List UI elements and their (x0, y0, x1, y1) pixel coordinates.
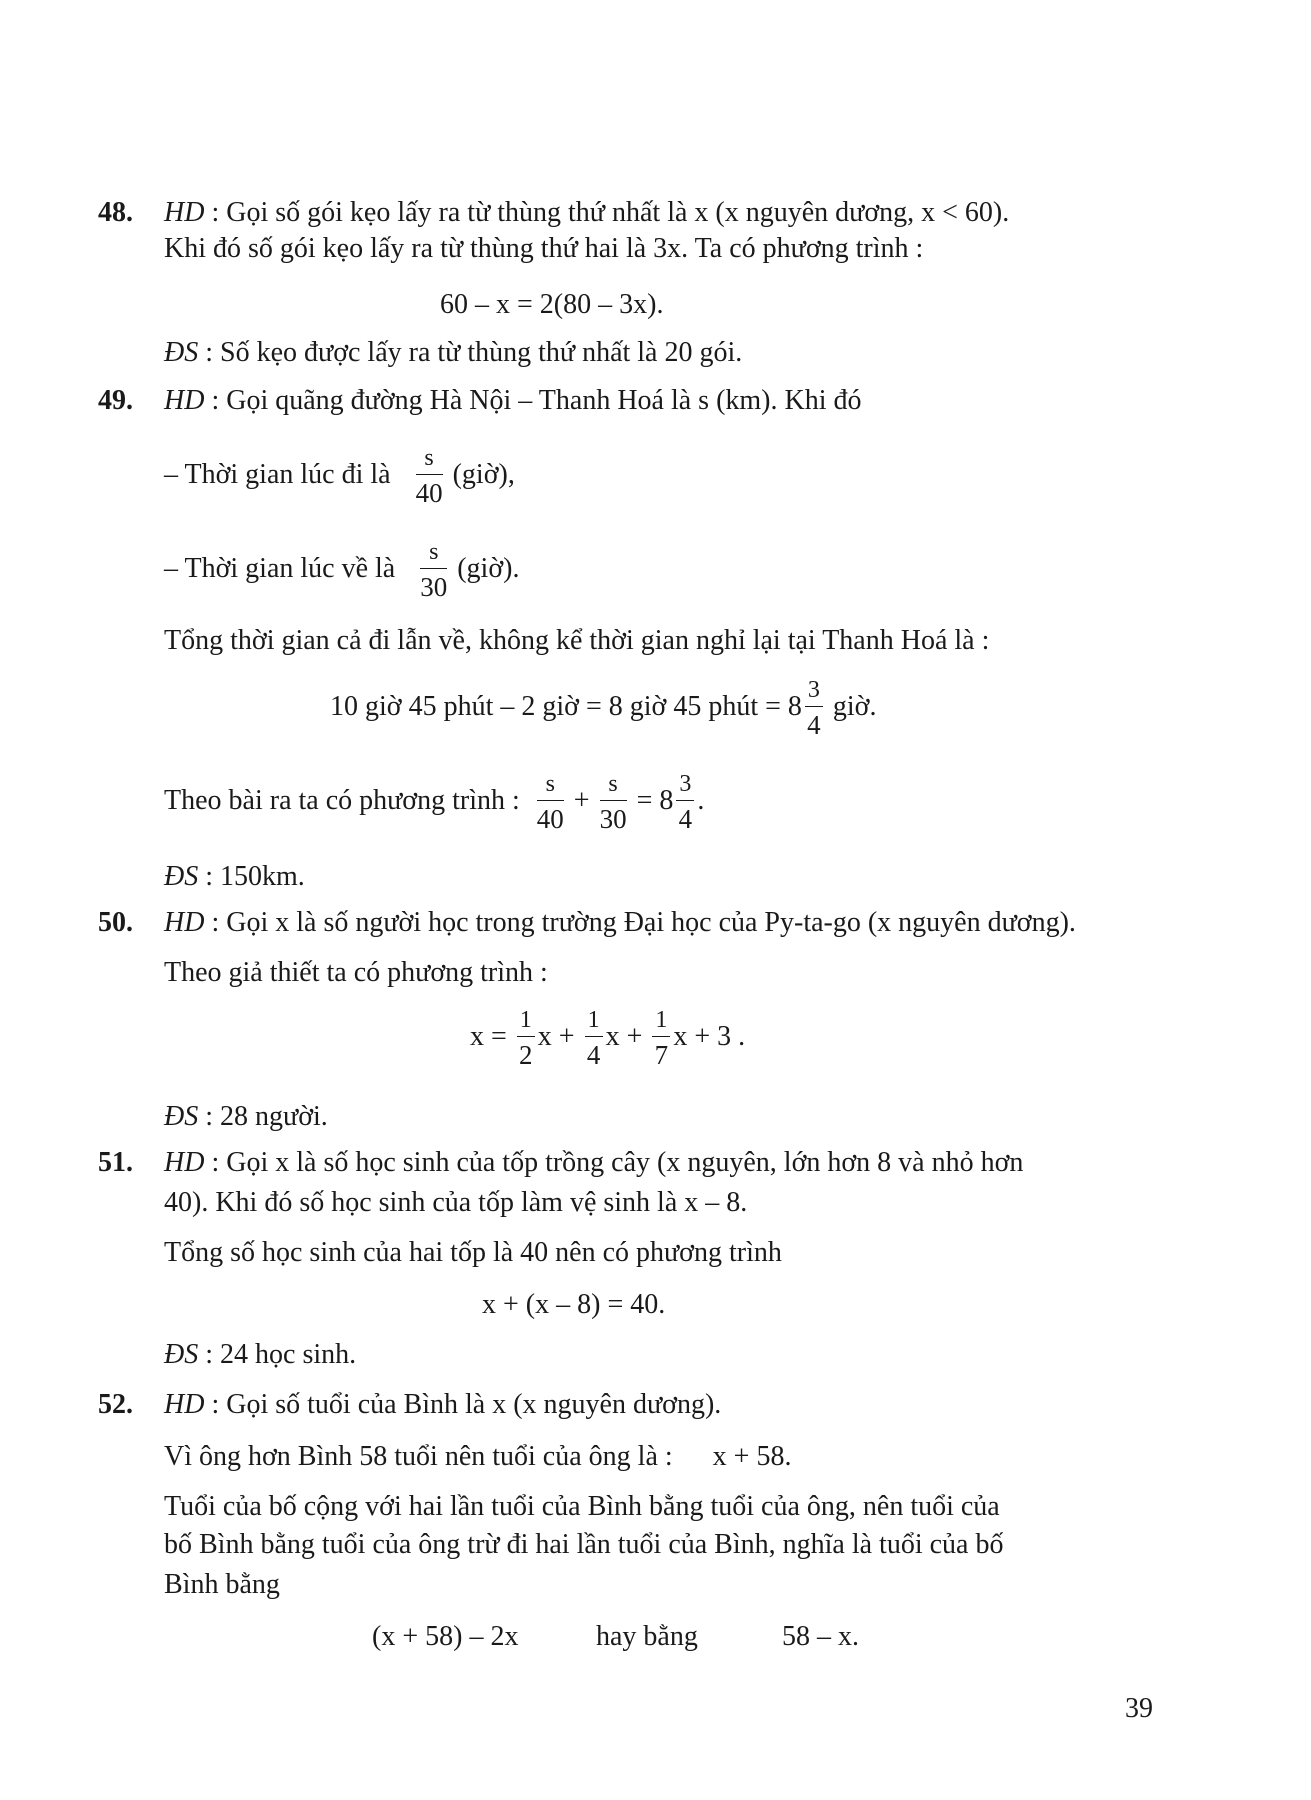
problem-49-time-equation (330, 678, 877, 739)
eq-f3-numerator: 3 (676, 772, 694, 801)
problem-48-equation: 60 – x = 2(80 – 3x). (440, 289, 664, 320)
problem-51-answer (164, 1338, 356, 1372)
go-frac-numerator: s (416, 446, 443, 475)
eq-fraction-3 (676, 772, 694, 833)
problem-49-total-line: Tổng thời gian cả đi lẫn về, không kể thời gian nghỉ lại tại Thanh Hoá là : (164, 625, 990, 656)
hd-label: HD (164, 1147, 205, 1178)
problem-51-equation: x + (x – 8) = 40. (482, 1289, 666, 1320)
ds-label: ĐS (164, 861, 199, 892)
problem-52-eq-right: 58 – x. (782, 1621, 859, 1652)
problem-51-text-1: : Gọi x là số học sinh của tốp trồng cây (x nguyên, lớn hơn 8 và nhỏ hơn (204, 1147, 1024, 1178)
eq50-fraction-3 (652, 1008, 670, 1069)
problem-48-answer (164, 336, 742, 370)
time-frac-numerator: 3 (805, 678, 823, 707)
eq-end: . (697, 784, 705, 816)
problem-52-line-2 (164, 1440, 791, 1474)
problem-49-number: 49. (98, 385, 133, 416)
eq50-term-1: x + (537, 1020, 575, 1052)
eq-fraction-2 (600, 772, 627, 833)
eq-f3-denominator: 4 (678, 804, 693, 834)
problem-50-equation (470, 1008, 745, 1069)
problem-49-text-1: : Gọi quãng đường Hà Nội – Thanh Hoá là s (km). Khi đó (204, 385, 862, 416)
go-frac-denominator: 40 (415, 478, 443, 508)
equation-label: Theo bài ra ta có phương trình : (164, 784, 520, 816)
ds-label: ĐS (164, 1339, 199, 1370)
problem-52-line-3: Tuổi của bố cộng với hai lần tuổi của Bình bằng tuổi của ông, nên tuổi của (164, 1491, 1000, 1522)
eq-fraction-1 (537, 772, 564, 833)
eq-f2-denominator: 30 (599, 804, 627, 834)
eq50-term-2: x + (605, 1020, 643, 1052)
problem-52-line-1 (164, 1388, 721, 1422)
time-equation-text: 10 giờ 45 phút – 2 giờ = 8 giờ 45 phút = 8 (330, 690, 802, 722)
problem-48-line-2: Khi đó số gói kẹo lấy ra từ thùng thứ hai là 3x. Ta có phương trình : (164, 233, 924, 264)
problem-51-number: 51. (98, 1147, 133, 1178)
eq50-f2-denominator: 4 (586, 1040, 601, 1070)
grandfather-age-expr: x + 58. (712, 1441, 792, 1472)
ds-label: ĐS (164, 1101, 199, 1132)
problem-48-answer-text: : Số kẹo được lấy ra từ thùng thứ nhất là 20 gói. (198, 337, 743, 368)
problem-52-text-2: Vì ông hơn Bình 58 tuổi nên tuổi của ông là : (164, 1441, 673, 1472)
problem-51-line-1 (164, 1146, 1023, 1180)
eq50-start: x = (470, 1020, 507, 1052)
problem-52-line-5: Bình bằng (164, 1569, 280, 1600)
problem-48-line-1 (164, 196, 1009, 230)
problem-51-answer-text: : 24 học sinh. (198, 1339, 357, 1370)
eq-f1-numerator: s (537, 772, 564, 801)
problem-48-number: 48. (98, 197, 133, 228)
eq-f1-denominator: 40 (536, 804, 564, 834)
problem-52-eq-mid: hay bằng (596, 1621, 698, 1652)
eq50-term-3: x + 3 . (673, 1020, 746, 1052)
eq50-fraction-2 (585, 1008, 603, 1069)
back-frac-numerator: s (420, 540, 447, 569)
problem-50-number: 50. (98, 907, 133, 938)
back-time-fraction (420, 540, 447, 601)
eq50-f1-denominator: 2 (519, 1040, 533, 1070)
go-time-label: – Thời gian lúc đi là (164, 458, 391, 490)
problem-49-answer-text: : 150km. (198, 861, 305, 892)
hd-label: HD (164, 385, 205, 416)
go-time-fraction (416, 446, 443, 507)
hd-label: HD (164, 907, 205, 938)
eq-plus: + (573, 784, 590, 816)
time-unit: giờ. (832, 690, 877, 722)
problem-50-text-1: : Gọi x là số người học trong trường Đại học của Py-ta-go (x nguyên dương). (204, 907, 1076, 938)
back-time-unit: (giờ). (457, 552, 520, 584)
problem-51-line-3: Tổng số học sinh của hai tốp là 40 nên có phương trình (164, 1237, 782, 1268)
time-frac-denominator: 4 (807, 710, 821, 740)
eq-equals: = 8 (636, 784, 674, 816)
problem-50-line-2: Theo giả thiết ta có phương trình : (164, 957, 548, 988)
problem-52-text-1: : Gọi số tuổi của Bình là x (x nguyên dương). (204, 1389, 722, 1420)
eq50-f1-numerator: 1 (517, 1008, 535, 1037)
ds-label: ĐS (164, 337, 199, 368)
problem-50-answer (164, 1100, 328, 1134)
eq50-f3-denominator: 7 (654, 1040, 669, 1070)
eq-f2-numerator: s (600, 772, 627, 801)
problem-49-go-time (164, 446, 515, 507)
hd-label: HD (164, 1389, 205, 1420)
back-frac-denominator: 30 (420, 572, 448, 602)
back-time-label: – Thời gian lúc về là (164, 552, 396, 584)
eq50-f3-numerator: 1 (652, 1008, 670, 1037)
problem-52-eq-left: (x + 58) – 2x (372, 1621, 519, 1652)
hd-label: HD (164, 197, 205, 228)
problem-50-answer-text: : 28 người. (198, 1101, 328, 1132)
problem-51-line-2: 40). Khi đó số học sinh của tốp làm vệ sinh là x – 8. (164, 1187, 748, 1218)
problem-49-equation (164, 772, 704, 833)
problem-48-text-1: : Gọi số gói kẹo lấy ra từ thùng thứ nhất là x (x nguyên dương, x < 60). (204, 197, 1010, 228)
problem-50-line-1 (164, 906, 1076, 940)
eq50-fraction-1 (517, 1008, 535, 1069)
eq50-f2-numerator: 1 (585, 1008, 603, 1037)
go-time-unit: (giờ), (452, 458, 515, 490)
time-mixed-fraction (805, 678, 823, 739)
problem-52-number: 52. (98, 1389, 133, 1420)
problem-49-back-time (164, 540, 519, 601)
problem-49-line-1 (164, 384, 862, 418)
problem-49-answer (164, 860, 305, 894)
page-number: 39 (1125, 1693, 1153, 1724)
problem-52-line-4: bố Bình bằng tuổi của ông trừ đi hai lần tuổi của Bình, nghĩa là tuổi của bố (164, 1529, 1004, 1560)
